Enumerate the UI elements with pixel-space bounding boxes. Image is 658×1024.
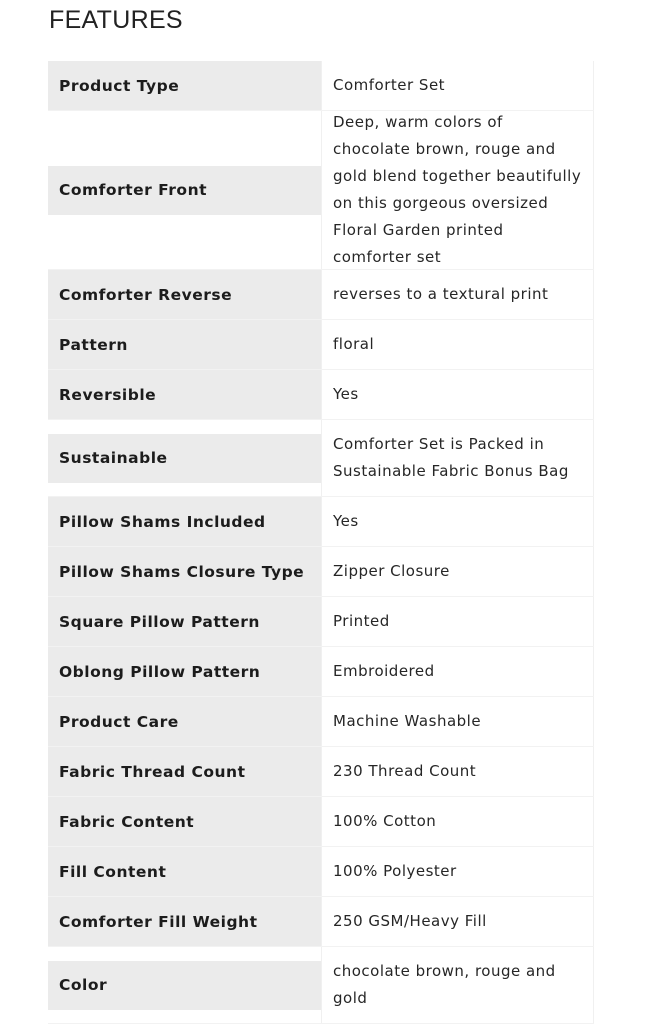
feature-value: floral bbox=[321, 320, 594, 369]
features-row-fabric-content bbox=[48, 797, 594, 847]
feature-label: Square Pillow Pattern bbox=[48, 597, 321, 646]
feature-value: 230 Thread Count bbox=[321, 747, 594, 796]
features-row-pillow-shams-included bbox=[48, 497, 594, 547]
features-row-pattern bbox=[48, 320, 594, 370]
feature-value: 100% Cotton bbox=[321, 797, 594, 846]
features-row-pillow-shams-closure bbox=[48, 547, 594, 597]
features-row-comforter-fill-weight bbox=[48, 897, 594, 947]
features-row-color bbox=[48, 947, 594, 1024]
feature-value: 100% Polyester bbox=[321, 847, 594, 896]
features-row-fabric-thread-count bbox=[48, 747, 594, 797]
features-row-square-pillow-pattern bbox=[48, 597, 594, 647]
feature-label: Fabric Thread Count bbox=[48, 747, 321, 796]
features-row-sustainable bbox=[48, 420, 594, 497]
features-row-comforter-front bbox=[48, 111, 594, 270]
feature-label: Fabric Content bbox=[48, 797, 321, 846]
feature-value: 250 GSM/Heavy Fill bbox=[321, 897, 594, 946]
feature-label: Fill Content bbox=[48, 847, 321, 896]
feature-label: Product Type bbox=[48, 61, 321, 110]
feature-label: Pillow Shams Included bbox=[48, 497, 321, 546]
features-row-reversible bbox=[48, 370, 594, 420]
feature-label: Comforter Front bbox=[48, 166, 321, 215]
feature-value: Deep, warm colors of chocolate brown, rouge and gold blend together beautifully on this gorgeous oversized Floral Garden printed comforter set bbox=[321, 111, 594, 269]
feature-label: Comforter Fill Weight bbox=[48, 897, 321, 946]
feature-value: Zipper Closure bbox=[321, 547, 594, 596]
features-heading: FEATURES bbox=[49, 6, 183, 34]
feature-label: Comforter Reverse bbox=[48, 270, 321, 319]
feature-value: Machine Washable bbox=[321, 697, 594, 746]
features-table bbox=[48, 61, 594, 1024]
feature-label: Color bbox=[48, 961, 321, 1010]
feature-label: Oblong Pillow Pattern bbox=[48, 647, 321, 696]
features-row-fill-content bbox=[48, 847, 594, 897]
feature-value: Printed bbox=[321, 597, 594, 646]
feature-label: Pillow Shams Closure Type bbox=[48, 547, 321, 596]
feature-label: Reversible bbox=[48, 370, 321, 419]
features-row-comforter-reverse bbox=[48, 270, 594, 320]
feature-value: Comforter Set is Packed in Sustainable Fabric Bonus Bag bbox=[321, 420, 594, 496]
features-row-product-type bbox=[48, 61, 594, 111]
features-row-product-care bbox=[48, 697, 594, 747]
feature-label: Product Care bbox=[48, 697, 321, 746]
feature-value: Yes bbox=[321, 497, 594, 546]
feature-label: Pattern bbox=[48, 320, 321, 369]
feature-label: Sustainable bbox=[48, 434, 321, 483]
feature-value: Yes bbox=[321, 370, 594, 419]
feature-value: Embroidered bbox=[321, 647, 594, 696]
feature-value: Comforter Set bbox=[321, 61, 594, 110]
feature-value: reverses to a textural print bbox=[321, 270, 594, 319]
feature-value: chocolate brown, rouge and gold bbox=[321, 947, 594, 1023]
features-row-oblong-pillow-pattern bbox=[48, 647, 594, 697]
